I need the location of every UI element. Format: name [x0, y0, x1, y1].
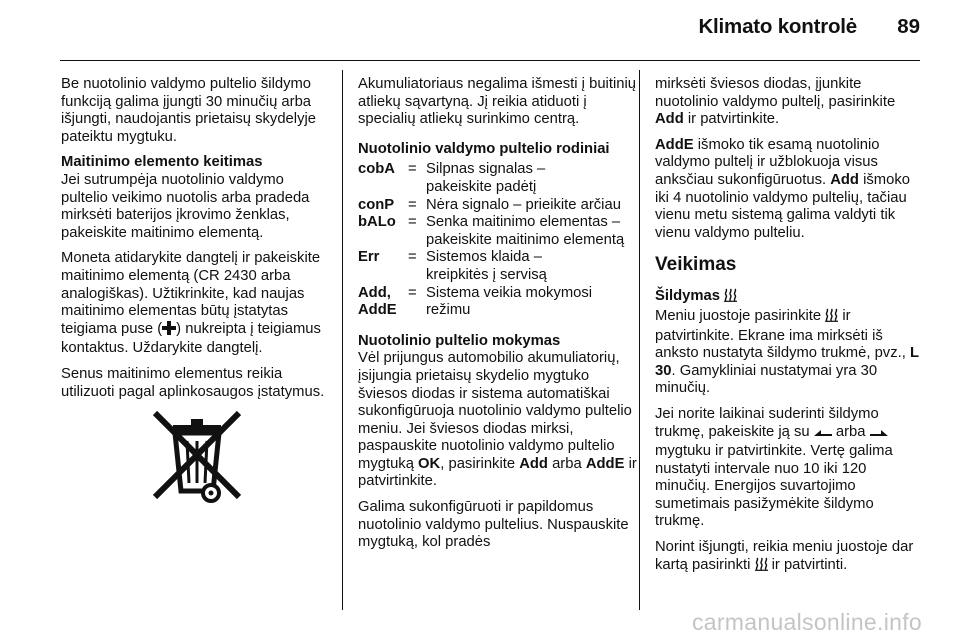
heat-icon [755, 557, 768, 577]
section-heading [655, 288, 925, 308]
menu-label-adde: AddE [655, 136, 694, 153]
button-label-ok: OK [418, 455, 441, 472]
paragraph: Galima sukonfigūruoti ir papildomus nuotolinio valdymo pultelius. Nuspauskite mygtuką, kol pradės [358, 499, 629, 551]
code-description-line: Nėra signalo – prieikite arčiau [426, 196, 621, 213]
text-span: Meniu juostoje pasirinkite [655, 307, 826, 324]
text-span: išmoko iki 4 nuotolinio valdymo pultelių, tačiau vienu metu sistemą galima valdyti tik vienu valdymo pulteliu. [655, 171, 910, 241]
code-row [358, 161, 638, 196]
section-heading: Nuotolinio pultelio mokymas [358, 332, 561, 349]
text-span: ir patvirtinkite. [358, 455, 637, 490]
text-span: , pasirinkite [440, 455, 520, 472]
paragraph: Be nuotolinio valdymo pultelio šildymo funkciją galima įjungti 30 minučių arba išjungti, naudojantis prietaisų skydelyje pateiktu mygtuku. [61, 76, 316, 145]
text-span: ir patvirtinkite. Ekrane ima mirksėti iš anksto nustatyta šildymo trukmė, pvz., [655, 307, 910, 362]
code-description [426, 161, 638, 196]
code-key: Err [358, 249, 380, 266]
column-divider-2 [639, 70, 640, 610]
code-row [358, 285, 638, 320]
text-span: mygtuku ir patvirtinkite. Vertę galima nustatyti intervale nuo 10 iki 120 minučių. Energijos suvartojimo sumetimais pasižymėkite šildymo trukmę. [655, 443, 893, 530]
menu-label-add: Add [830, 171, 859, 188]
code-row [358, 249, 638, 284]
section-heading: Nuotolinio valdymo pultelio rodiniai [358, 140, 610, 157]
paragraph: Akumuliatoriaus negalima išmesti į buitinių atliekų sąvartyną. Jį reikia atiduoti į specialių atliekų surinkimo centrą. [358, 76, 636, 128]
code-table [358, 161, 638, 319]
paragraph [655, 539, 925, 576]
column-1 [61, 76, 331, 513]
paragraph [655, 76, 925, 129]
menu-label-add: Add [519, 455, 548, 472]
left-arrow-icon [814, 426, 832, 444]
text-span: ir patvirtinkite. [683, 111, 780, 128]
paragraph [655, 137, 925, 243]
code-description-line: Senka maitinimo elementas – [426, 214, 621, 231]
section-heading: Maitinimo elemento keitimas [61, 154, 263, 171]
code-description-line: Sistema veikia mokymosi [426, 284, 593, 301]
text-span: Vėl prijungus automobilio akumuliatorių, įsijungia prietaisų skydelio mygtuko šviesos diodas ir sistema automatiškai sukonfigūruoja nuotolinio valdymo pultelio meniu. Jei šviesos diodas mirksi, paspauskite nuotolinio valdymo pultelio mygtuką [358, 350, 632, 472]
display-value: L 30 [655, 345, 919, 379]
text-span: Moneta atidarykite dangtelį ir pakeiskite maitinimo elementą (CR 2430 arba analogiškas). Užtikrinkite, kad naujas maitinimo elementas būtų įstatytas teigiama puse ( [61, 250, 321, 337]
paragraph [655, 406, 925, 531]
code-description [426, 249, 638, 284]
code-equals: = [408, 249, 417, 266]
code-description-line: pakeiskite padėtį [426, 178, 537, 195]
heat-icon [825, 308, 838, 328]
code-description-line: Silpnas signalas – [426, 161, 546, 178]
code-description [426, 285, 638, 320]
code-description-line: Sistemos klaida – [426, 249, 542, 266]
menu-label-add: Add [655, 111, 684, 128]
page-title: Klimato kontrolė [698, 15, 857, 38]
code-row [358, 214, 638, 249]
column-2 [358, 76, 638, 560]
crossed-bin-icon [151, 411, 331, 513]
page-header [0, 0, 960, 60]
code-equals: = [408, 161, 417, 178]
code-row [358, 197, 638, 215]
text-span: . Gamykliniai nustatymai yra 30 minučių. [655, 362, 878, 397]
menu-label-adde: AddE [585, 455, 625, 472]
column-divider-1 [342, 70, 343, 610]
code-equals: = [408, 284, 417, 301]
paragraph [61, 250, 331, 358]
text-span: arba [831, 423, 870, 440]
column-3 [655, 76, 925, 584]
code-key-line: AddE [358, 302, 397, 319]
code-key: conP [358, 196, 395, 213]
watermark: carmanualsonline.info [691, 609, 922, 635]
text-span: mirksėti šviesos diodas, įjunkite nuotolinio valdymo pultelį, pasirinkite [655, 76, 896, 110]
code-description-line: režimu [426, 302, 471, 319]
code-description [426, 197, 638, 215]
code-description-line: pakeiskite maitinimo elementą [426, 231, 625, 248]
plus-icon [162, 321, 176, 341]
paragraph [655, 308, 925, 398]
code-key-line: Add, [358, 284, 391, 301]
text-span: Šildymas [655, 288, 720, 305]
code-key [358, 285, 408, 320]
page-number: 89 [897, 15, 920, 38]
paragraph [358, 350, 638, 491]
text-span: arba [547, 455, 586, 472]
text-span: ) nukreipta į teigiamus kontaktus. Uždarykite dangtelį. [61, 320, 321, 357]
code-equals: = [408, 214, 417, 231]
code-key: bALo [358, 214, 396, 231]
right-arrow-icon [870, 426, 888, 444]
paragraph: Senus maitinimo elementus reikia utilizuoti pagal aplinkosaugos įstatymus. [61, 365, 325, 400]
paragraph: Jei sutrumpėja nuotolinio valdymo pultelio veikimo nuotolis arba pradeda mirksėti baterijos įkrovimo ženklas, pakeiskite maitinimo elementą. [61, 171, 310, 241]
header-rule [60, 60, 920, 61]
text-span: Norint išjungti, reikia meniu juostoje dar kartą pasirinkti [655, 539, 914, 573]
text-span: Jei norite laikinai suderinti šildymo trukmę, pakeiskite ją su [655, 405, 879, 440]
section-heading-large: Veikimas [655, 254, 737, 276]
heat-icon [724, 288, 737, 308]
code-description [426, 214, 638, 249]
text-span: išmoko tik esamą nuotolinio valdymo pultelį ir užblokuoja visus anksčiau sukonfigūruotus. [655, 136, 880, 188]
code-equals: = [408, 196, 417, 213]
code-key: cobA [358, 161, 395, 178]
text-span: ir patvirtinti. [767, 556, 848, 573]
code-description-line: kreipkitės į servisą [426, 266, 547, 283]
